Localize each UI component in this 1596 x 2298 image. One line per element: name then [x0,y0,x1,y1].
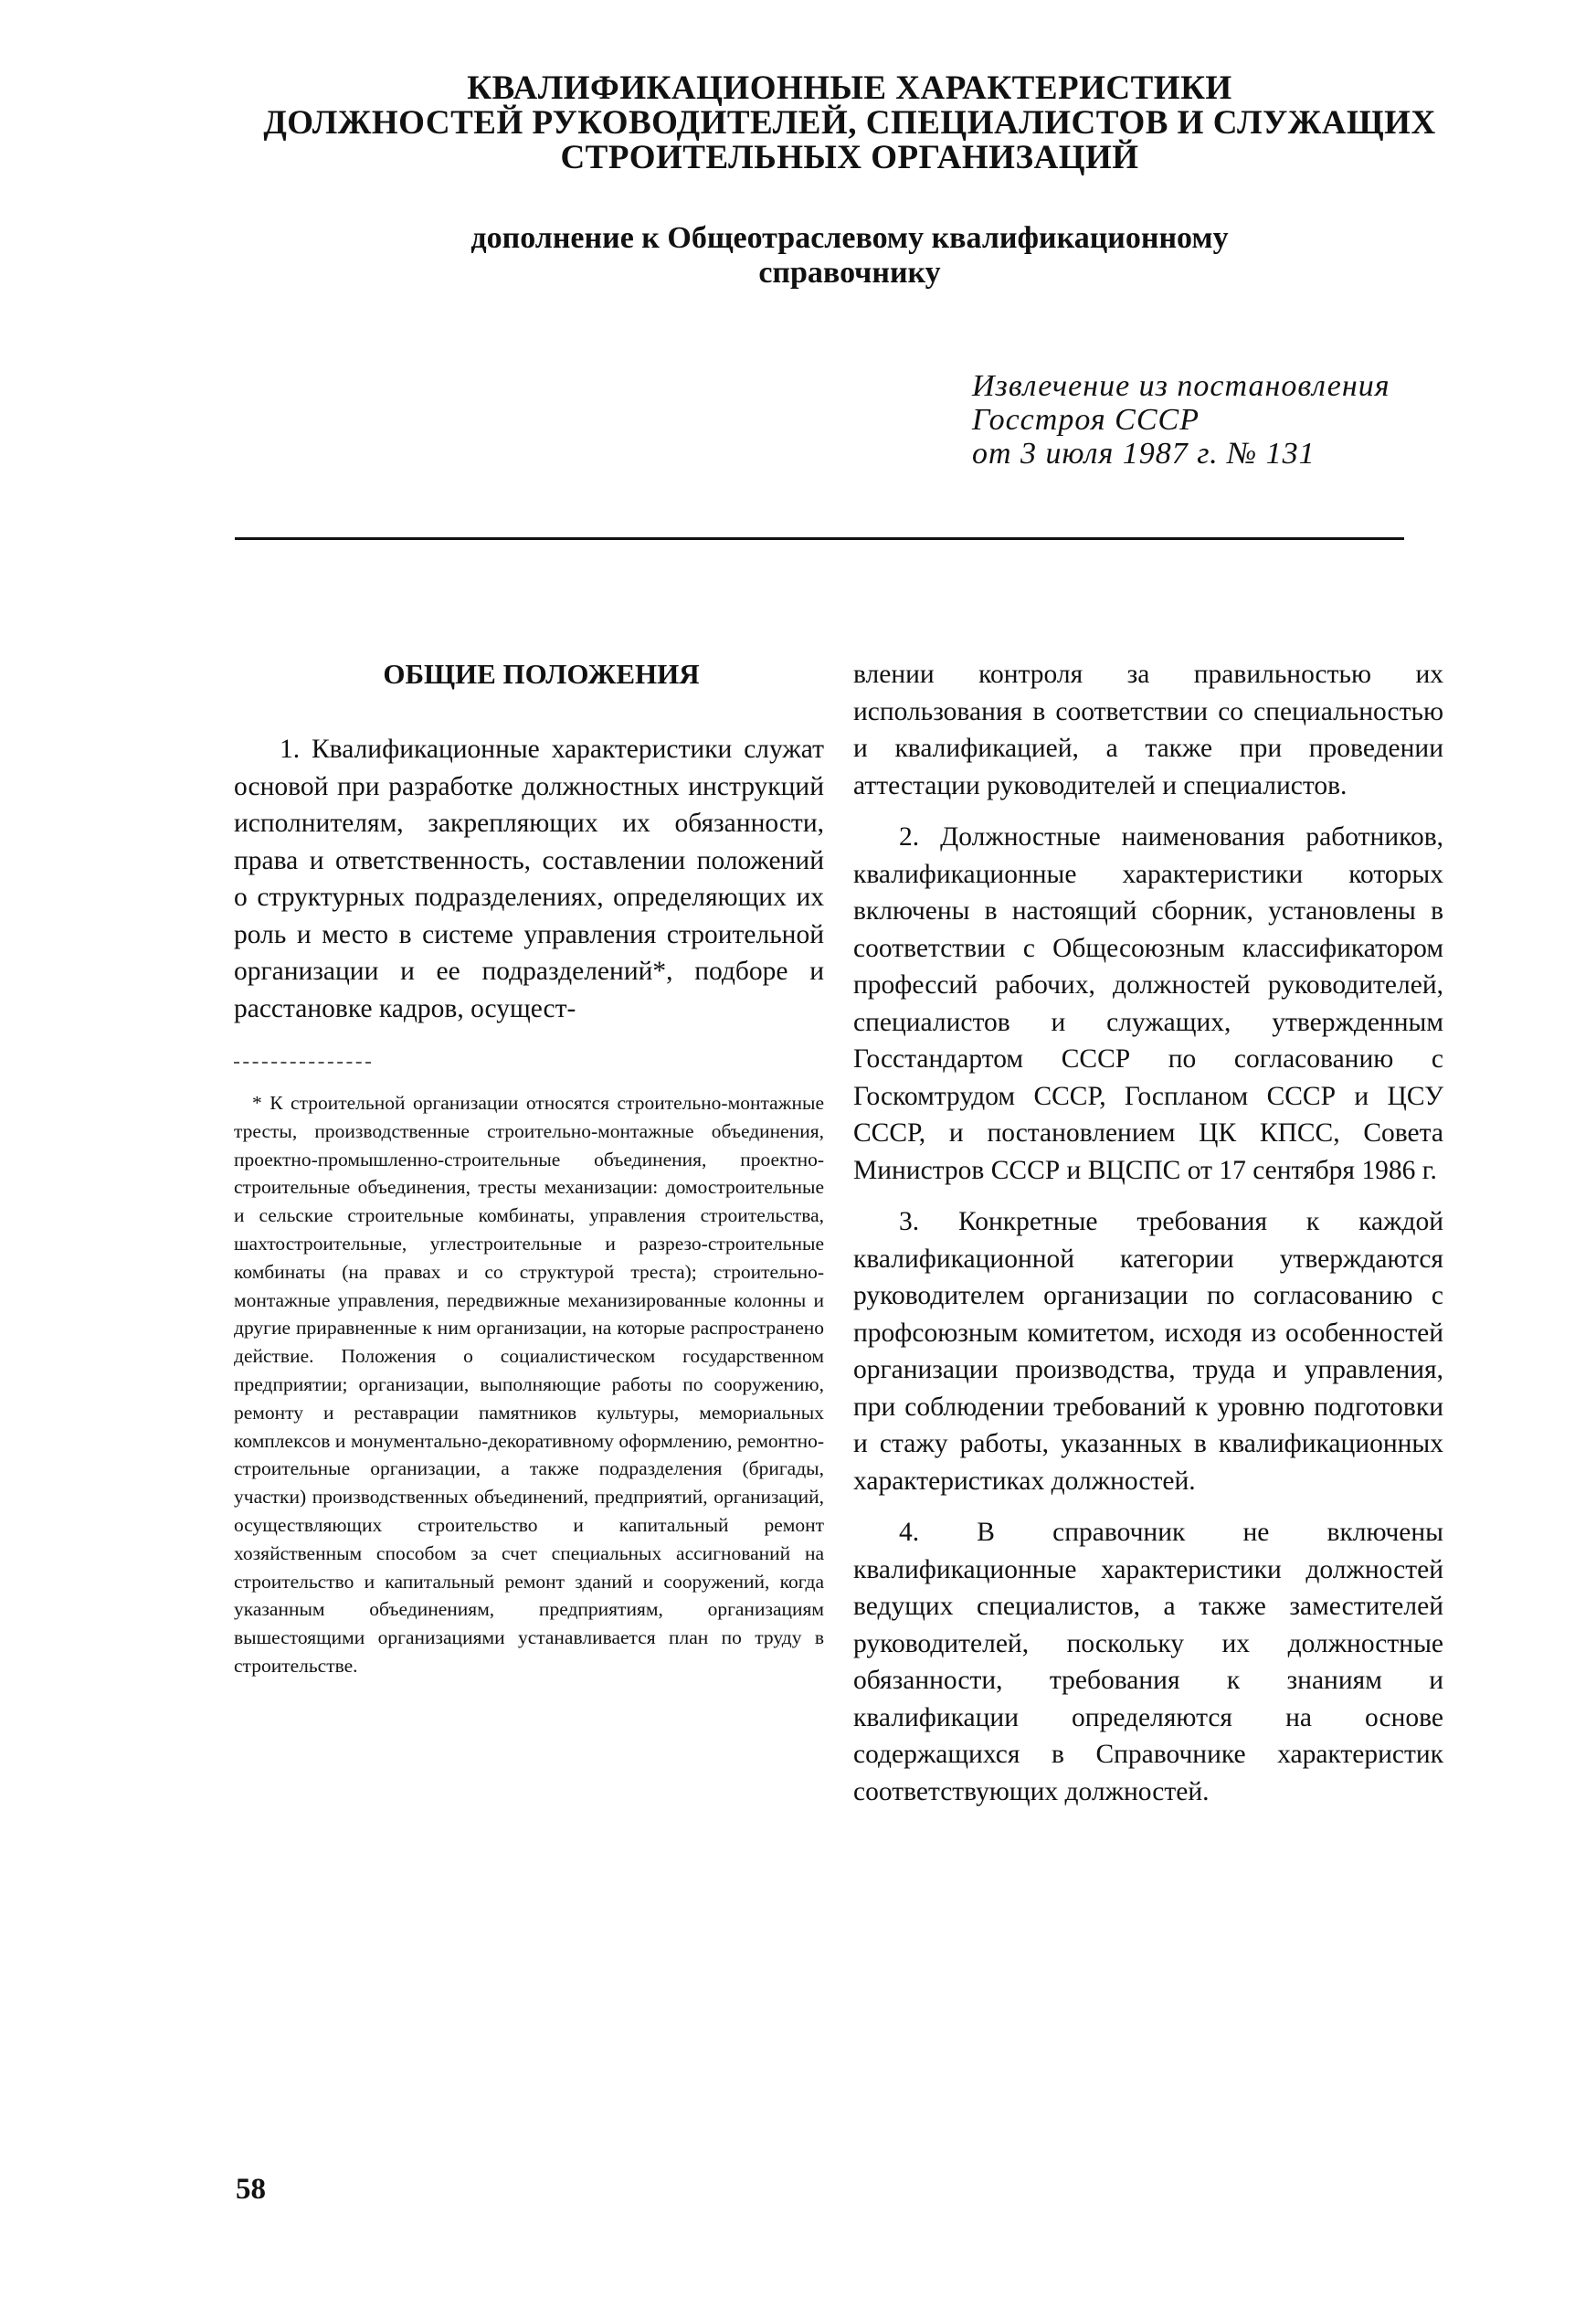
right-column [853,656,1443,1825]
title-line: СТРОИТЕЛЬНЫХ ОРГАНИЗАЦИЙ [560,139,1139,176]
decree-line: Госстроя СССР [972,403,1200,437]
document-subtitle [347,221,1352,291]
footnote: * К строительной организации относятся строительно-монтажные тресты, производственные строительно-монтажные объединения, проектно-промышленно-строительные объединения, проектно-строительные объединения, тресты механизации: домостроительные и сельские строительные комбинаты, управления строительства, шахтостроительные, углестроительные и разрезо-строительные комбинаты (на правах и со структурой треста); строительно-монтажные управления, передвижные механизированные колонны и другие приравненные к ним организации, на которые распространено действие. Положения о социалистическом государственном предприятии; организации, выполняющие работы по сооружению, ремонту и реставрации памятников культуры, мемориальных комплексов и монументально-декоративному оформлению, ремонтно-строительные организации, а также подразделения (бригады, участки) производственных объединений, предприятий, организаций, осуществляющих строительство и капитальный ремонт хозяйственным способом за счет специальных ассигнований на строительство и капитальный ремонт зданий и сооружений, когда указанным объединениям, предприятиям, организациям вышестоящими организациями устанавливается план по труду в строительстве. [234,1092,824,1677]
section-heading: ОБЩИЕ ПОЛОЖЕНИЯ [383,658,700,690]
footnote-separator [234,1062,371,1064]
left-column [234,731,824,1034]
paragraph-2: 2. Должностные наименования работников, квалификационные характеристики которых включены в настоящий сборник, установлены в соответствии с Общесоюзным классификатором профессий рабочих, должностей руководителей, специалистов и служащих, утвержденным Госстандартом СССР по согласованию с Госкомтрудом СССР, Госпланом СССР и ЦСУ СССР, и постановлением ЦК КПСС, Совета Министров СССР и ВЦСПС от 17 сентября 1986 г. [853,822,1443,1185]
subtitle-line: справочнику [758,256,941,290]
decree-line: Извлечение из постановления [972,369,1390,403]
decree-line: от 3 июля 1987 г. № 131 [972,437,1316,471]
paragraph-4: 4. В справочник не включены квалификационные характеристики должностей ведущих специалистов, а также заместителей руководителей, поскольку их должностные обязанности, требования к знаниям и квалификации определяются на основе содержащихся в Справочнике характеристик соответствующих должностей. [853,1518,1443,1806]
horizontal-rule [235,537,1404,540]
title-line: КВАЛИФИКАЦИОННЫЕ ХАРАКТЕРИСТИКИ [467,69,1232,107]
decree-reference [972,369,1484,471]
title-line: ДОЛЖНОСТЕЙ РУКОВОДИТЕЛЕЙ, СПЕЦИАЛИСТОВ И СЛУЖАЩИХ [263,104,1436,142]
paragraph-3: 3. Конкретные требования к каждой квалификационной категории утверждаются руководителем организации по согласованию с профсоюзным комитетом, исходя из особенностей организации производства, труда и управления, при соблюдении требований к уровню подготовки и стажу работы, указанных в квалификационных характеристиках должностей. [853,1207,1443,1496]
page-number: 58 [236,2173,266,2206]
document-title [183,71,1517,175]
subtitle-line: дополнение к Общеотраслевому квалификационному [470,221,1229,255]
paragraph-1: 1. Квалификационные характеристики служат основой при разработке должностных инструкций исполнителям, закрепляющих их обязанности, права и ответственность, составлении положений о структурных подразделениях, определяющих их роль и место в системе управления строительной организации и ее подразделений*, подборе и расстановке кадров, осущест- [234,735,824,1023]
paragraph-1-continuation: влении контроля за правильностью их использования в соответствии со специальностью и квалификацией, а также при проведении аттестации руководителей и специалистов. [853,660,1443,800]
